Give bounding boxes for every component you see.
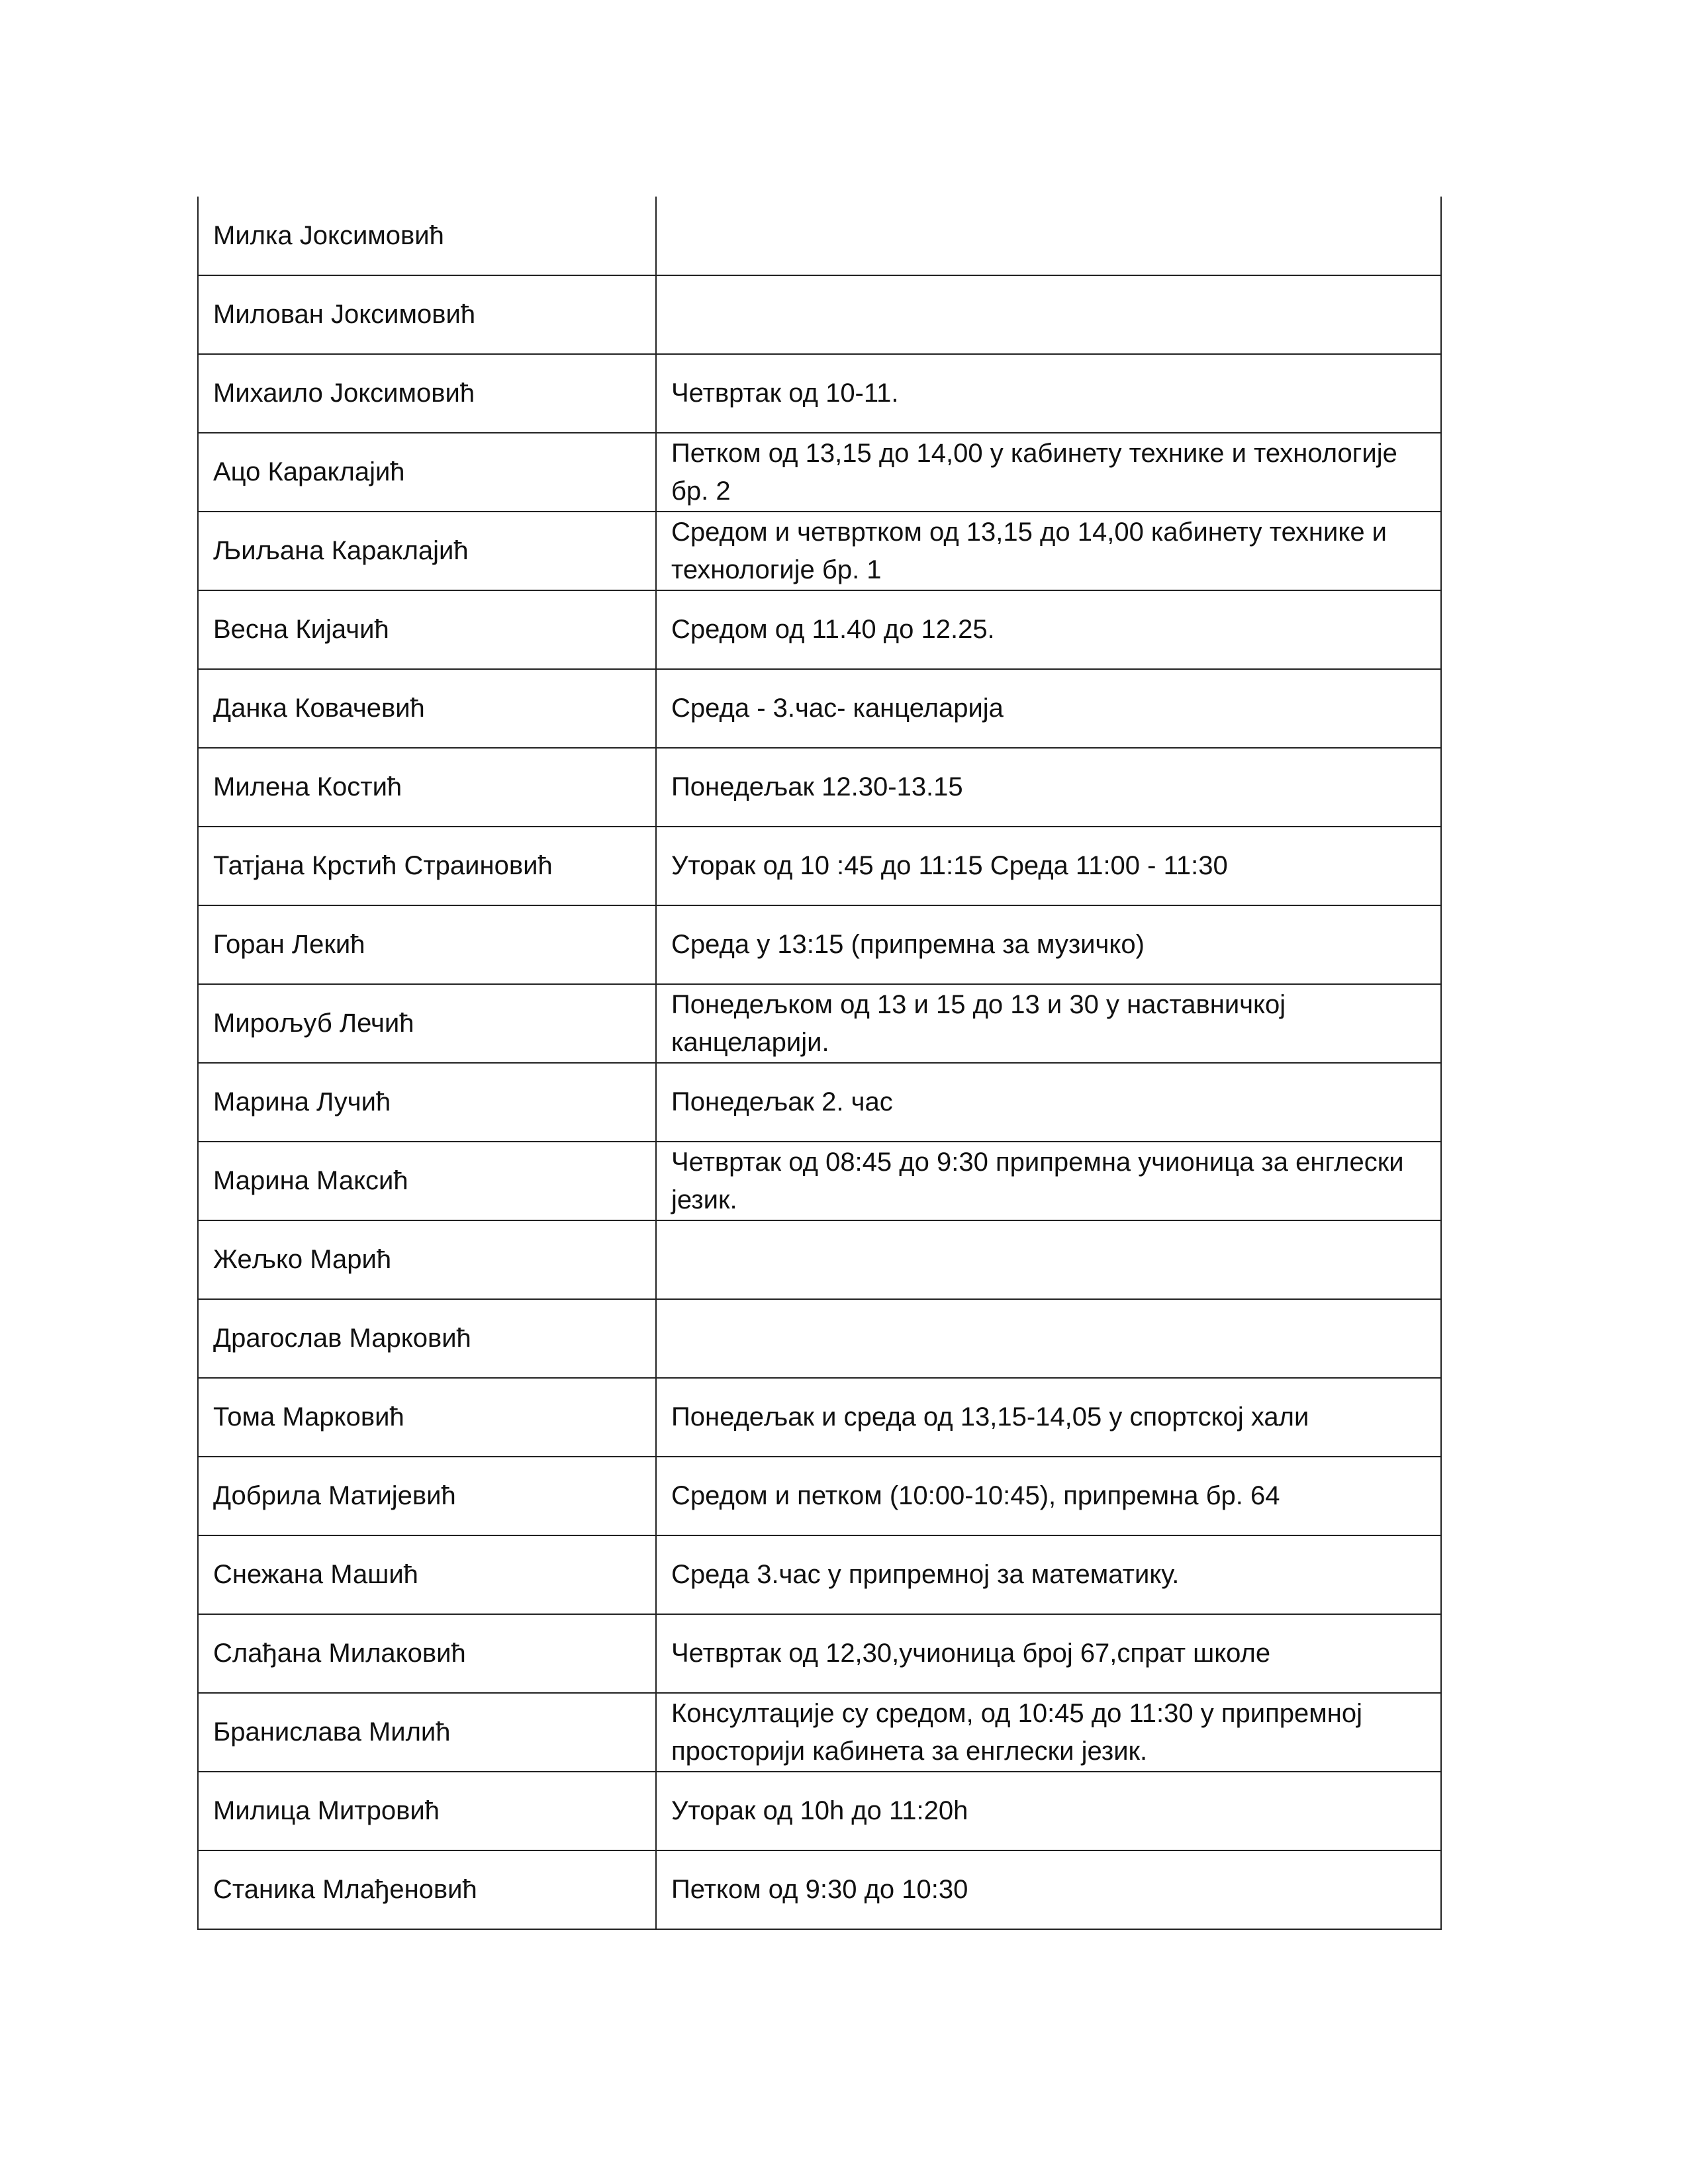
table-row <box>198 984 1441 1063</box>
consultation-time-cell: Средом и петком (10:00-10:45), припремна бр. 64 <box>656 1457 1441 1535</box>
table-row <box>198 354 1441 433</box>
consultation-time-cell: Среда у 13:15 (припремна за музичко) <box>656 905 1441 984</box>
table-row <box>198 1614 1441 1693</box>
consultation-time-cell: Средом од 11.40 до 12.25. <box>656 590 1441 669</box>
table-row <box>198 275 1441 354</box>
teacher-name-cell: Станика Млађеновић <box>198 1850 656 1929</box>
teacher-name-cell: Михаило Јоксимовић <box>198 354 656 433</box>
consultation-time-cell <box>656 275 1441 354</box>
consultation-time-cell: Петком од 9:30 до 10:30 <box>656 1850 1441 1929</box>
consultation-time-cell: Средом и четвртком од 13,15 до 14,00 кабинету технике и технологије бр. 1 <box>656 512 1441 590</box>
teacher-name-cell: Драгослав Марковић <box>198 1299 656 1378</box>
consultation-time-cell: Четвртак од 12,30,учионица број 67,спрат школе <box>656 1614 1441 1693</box>
teacher-name-cell: Марина Лучић <box>198 1063 656 1142</box>
consultation-time-cell: Понедељак и среда од 13,15-14,05 у спортској хали <box>656 1378 1441 1457</box>
consultation-time-cell: Четвртак од 08:45 до 9:30 припремна учионица за енглески језик. <box>656 1142 1441 1220</box>
consultation-time-cell: Среда 3.час у припремној за математику. <box>656 1535 1441 1614</box>
teacher-name-cell: Снежана Машић <box>198 1535 656 1614</box>
consultation-schedule-table <box>197 197 1442 1930</box>
teacher-name-cell: Тома Марковић <box>198 1378 656 1457</box>
table-row <box>198 1063 1441 1142</box>
teacher-name-cell: Добрила Матијевић <box>198 1457 656 1535</box>
table-row <box>198 1850 1441 1929</box>
table-row <box>198 1535 1441 1614</box>
table-row <box>198 1693 1441 1772</box>
teacher-name-cell: Татјана Крстић Страиновић <box>198 827 656 905</box>
consultation-time-cell: Понедељак 12.30-13.15 <box>656 748 1441 827</box>
consultation-time-cell: Уторак од 10 :45 до 11:15 Среда 11:00 - 11:30 <box>656 827 1441 905</box>
teacher-name-cell: Милован Јоксимовић <box>198 275 656 354</box>
table-row <box>198 905 1441 984</box>
consultation-time-cell: Консултације су средом, од 10:45 до 11:30 у припремној просторији кабинета за енглески језик. <box>656 1693 1441 1772</box>
consultation-time-cell: Понедељак 2. час <box>656 1063 1441 1142</box>
consultation-time-cell: Петком од 13,15 до 14,00 у кабинету технике и технологије бр. 2 <box>656 433 1441 512</box>
teacher-name-cell: Милица Митровић <box>198 1772 656 1850</box>
consultation-time-cell: Уторак од 10h до 11:20h <box>656 1772 1441 1850</box>
table-row <box>198 197 1441 275</box>
table-row <box>198 827 1441 905</box>
consultation-time-cell: Четвртак од 10-11. <box>656 354 1441 433</box>
consultation-time-cell: Понедељком од 13 и 15 до 13 и 30 у наставничкој канцеларији. <box>656 984 1441 1063</box>
teacher-name-cell: Горан Лекић <box>198 905 656 984</box>
table-row <box>198 512 1441 590</box>
table-row <box>198 669 1441 748</box>
table-row <box>198 590 1441 669</box>
consultation-time-cell <box>656 1220 1441 1299</box>
table-row <box>198 1299 1441 1378</box>
consultation-time-cell <box>656 1299 1441 1378</box>
consultation-time-cell: Среда - 3.час- канцеларија <box>656 669 1441 748</box>
table-row <box>198 1772 1441 1850</box>
consultation-time-cell <box>656 197 1441 275</box>
table-row <box>198 1457 1441 1535</box>
teacher-name-cell: Данка Ковачевић <box>198 669 656 748</box>
teacher-name-cell: Милена Костић <box>198 748 656 827</box>
teacher-name-cell: Мирољуб Лечић <box>198 984 656 1063</box>
teacher-name-cell: Жељко Марић <box>198 1220 656 1299</box>
teacher-name-cell: Слађана Милаковић <box>198 1614 656 1693</box>
table-row <box>198 748 1441 827</box>
table-row <box>198 1378 1441 1457</box>
table-row <box>198 1220 1441 1299</box>
table-row <box>198 433 1441 512</box>
table-row <box>198 1142 1441 1220</box>
teacher-name-cell: Весна Кијачић <box>198 590 656 669</box>
teacher-name-cell: Марина Максић <box>198 1142 656 1220</box>
teacher-name-cell: Бранислава Милић <box>198 1693 656 1772</box>
teacher-name-cell: Ацо Караклајић <box>198 433 656 512</box>
teacher-name-cell: Љиљана Караклајић <box>198 512 656 590</box>
teacher-name-cell: Милка Јоксимовић <box>198 197 656 275</box>
